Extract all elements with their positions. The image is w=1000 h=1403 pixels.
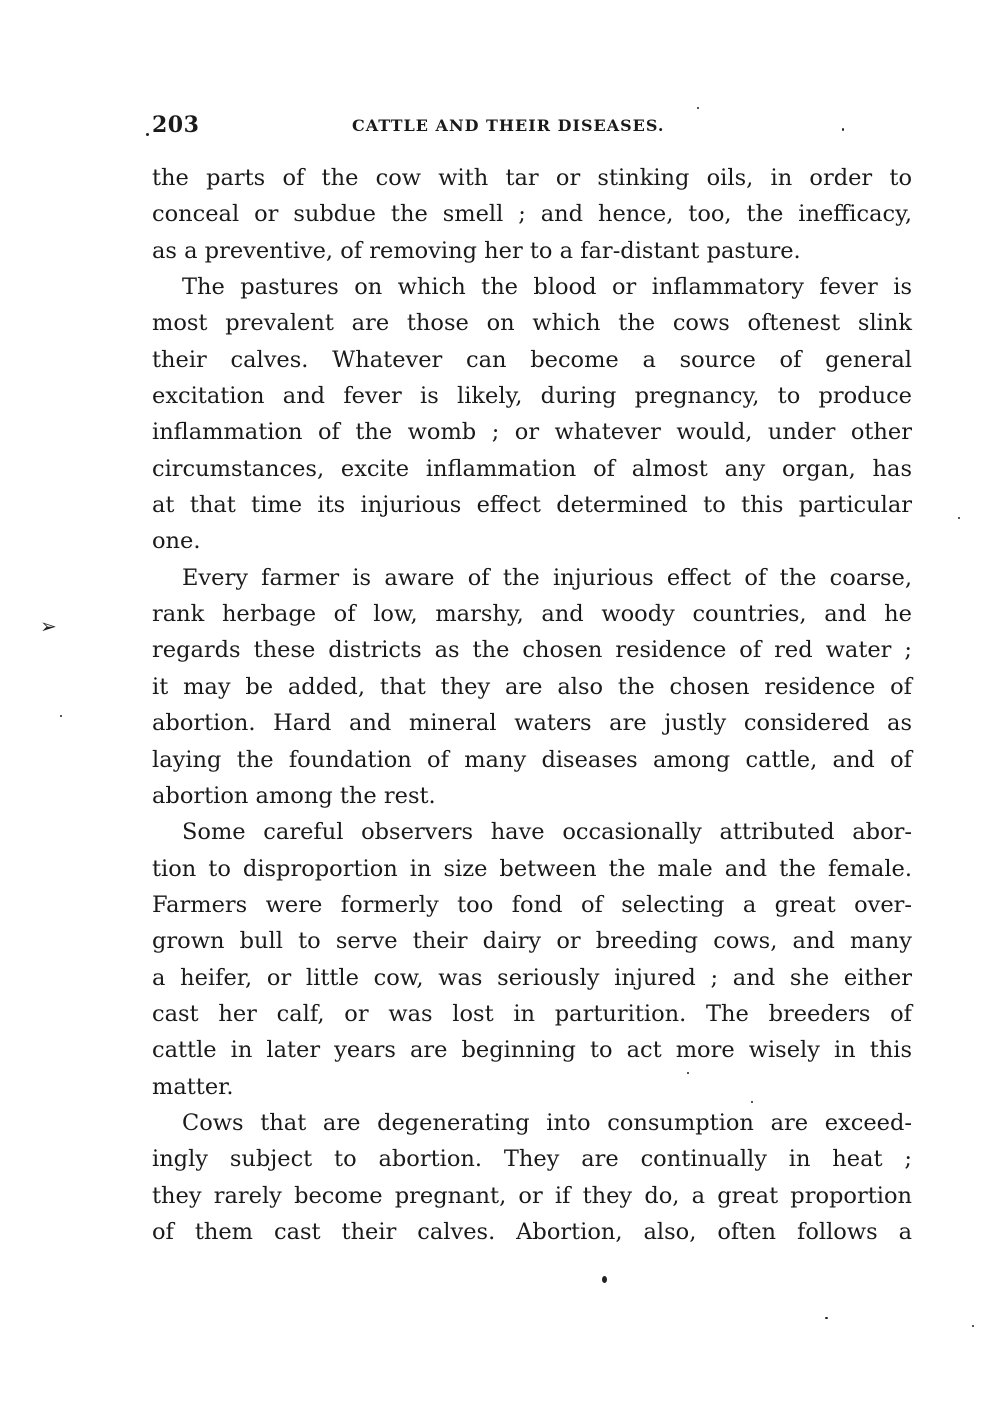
text-line: circumstances, excite inflammation of almost any organ, has — [152, 455, 912, 482]
text-line: excitation and fever is likely, during pregnancy, to produce — [152, 383, 912, 410]
text-line: Every farmer is aware of the injurious effect of the coarse, — [182, 564, 912, 591]
scan-speck — [60, 715, 62, 717]
scan-speck — [958, 517, 960, 519]
text-line: their calves. Whatever can become a source of general — [152, 346, 912, 373]
scan-speck — [697, 107, 699, 109]
text-line: at that time its injurious effect determined to this particular — [152, 492, 912, 519]
text-line: Some careful observers have occasionally attributed abor- — [182, 819, 912, 846]
running-title: CATTLE AND THEIR DISEASES. — [352, 116, 665, 135]
text-line: of them cast their calves. Abortion, also, often follows a — [152, 1218, 912, 1245]
text-line: laying the foundation of many diseases among cattle, and of — [152, 746, 912, 773]
running-head — [152, 112, 912, 142]
scan-speck — [972, 1325, 974, 1327]
text-line: regards these districts as the chosen residence of red water ; — [152, 637, 912, 664]
text-line: abortion among the rest. — [152, 782, 436, 809]
text-line: it may be added, that they are also the chosen residence of — [152, 673, 912, 700]
text-line: rank herbage of low, marshy, and woody countries, and he — [152, 601, 912, 628]
text-line: they rarely become pregnant, or if they do, a great proportion — [152, 1182, 912, 1209]
text-line: one. — [152, 528, 201, 555]
text-line: the parts of the cow with tar or stinking oils, in order to — [152, 165, 912, 191]
text-line: cast her calf, or was lost in parturition. The breeders of — [152, 1000, 912, 1027]
text-line: cattle in later years are beginning to act more wisely in this — [152, 1037, 912, 1064]
scan-speck — [146, 133, 149, 136]
text-line: matter. — [152, 1073, 234, 1100]
text-line: tion to disproportion in size between the male and the female. — [152, 855, 912, 882]
margin-arrow-mark: ➢ — [40, 614, 57, 638]
text-line: abortion. Hard and mineral waters are justly considered as — [152, 710, 912, 737]
text-line: The pastures on which the blood or inflammatory fever is — [182, 274, 912, 301]
text-line: Farmers were formerly too fond of selecting a great over- — [152, 891, 912, 918]
scan-speck — [842, 128, 844, 131]
body-text — [152, 160, 912, 1250]
text-line: Cows that are degenerating into consumption are exceed- — [182, 1109, 912, 1136]
text-line: as a preventive, of removing her to a far-distant pasture. — [152, 237, 801, 264]
text-line: ingly subject to abortion. They are continually in heat ; — [152, 1146, 912, 1173]
scan-speck — [602, 1276, 607, 1283]
text-line: a heifer, or little cow, was seriously injured ; and she either — [152, 964, 912, 991]
page-number: 203 — [152, 112, 200, 138]
text-line: most prevalent are those on which the cows oftenest slink — [152, 310, 912, 337]
text-line: grown bull to serve their dairy or breeding cows, and many — [152, 928, 912, 955]
text-line: conceal or subdue the smell ; and hence, too, the inefficacy, — [152, 201, 912, 228]
text-line: inflammation of the womb ; or whatever would, under other — [152, 419, 912, 446]
scan-speck — [751, 1101, 753, 1103]
scan-speck — [825, 1317, 828, 1319]
scan-speck — [687, 1072, 689, 1074]
